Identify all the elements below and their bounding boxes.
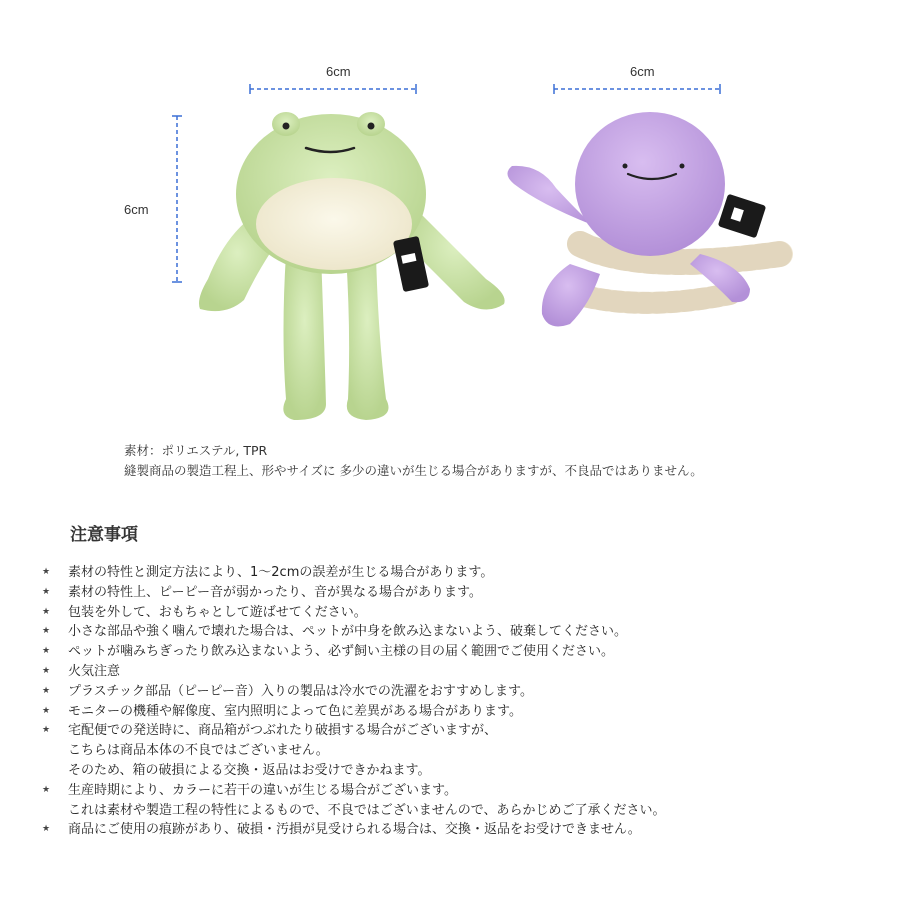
notice-list (42, 563, 902, 840)
frog-width-line (248, 82, 418, 96)
notice-text: これは素材や製造工程の特性によるもので、不良ではございませんので、あらかじめご了承ください。 (68, 802, 666, 818)
star-icon: ★ (42, 705, 51, 716)
notice-text: 宅配便での発送時に、商品箱がつぶれたり破損する場合がございますが、 (68, 723, 498, 739)
notice-text: こちらは商品本体の不良ではございません。 (68, 743, 329, 759)
notice-item (42, 563, 902, 583)
notice-text: ペットが噛みちぎったり飲み込まないよう、必ず飼い主様の目の届く範囲でご使用ください。 (68, 644, 615, 660)
material-info (124, 441, 703, 481)
frog-height-label: 6cm (124, 202, 149, 217)
star-icon: ★ (42, 606, 51, 617)
notice-item (42, 662, 902, 682)
notice-text: 生産時期により、カラーに若干の違いが生じる場合がございます。 (68, 782, 457, 798)
frog-plush-image (186, 104, 516, 434)
notice-item (42, 702, 902, 722)
star-icon: ★ (42, 824, 51, 835)
star-icon: ★ (42, 665, 51, 676)
star-icon: ★ (42, 626, 51, 637)
star-icon: ★ (42, 784, 51, 795)
star-icon: ★ (42, 725, 51, 736)
notice-text: 小さな部品や強く噛んで壊れた場合は、ペットが中身を飲み込まないよう、破棄してください。 (68, 624, 628, 640)
notice-title: 注意事項 (70, 525, 138, 545)
notice-text: 商品にご使用の痕跡があり、破損・汚損が見受けられる場合は、交換・返品をお受けできません。 (68, 822, 641, 838)
notice-item (42, 682, 902, 702)
star-icon: ★ (42, 646, 51, 657)
notice-text: モニターの機種や解像度、室内照明によって色に差異がある場合があります。 (68, 703, 522, 719)
octopus-plush-image (500, 104, 800, 339)
notice-item (42, 820, 902, 840)
notice-item (42, 642, 902, 662)
octopus-width-line (552, 82, 722, 96)
octopus-width-label: 6cm (630, 64, 655, 79)
manufacturing-note: 縫製商品の製造工程上、形やサイズに 多少の違いが生じる場合がありますが、不良品ではありません。 (124, 463, 703, 478)
notice-item (42, 721, 902, 780)
notice-text: 火気注意 (68, 663, 121, 679)
star-icon: ★ (42, 567, 51, 577)
frog-width-label: 6cm (326, 64, 351, 79)
notice-item (42, 622, 902, 642)
notice-text: そのため、箱の破損による交換・返品はお受けできかねます。 (68, 762, 431, 778)
notice-text: 素材の特性上、ピーピー音が弱かったり、音が異なる場合があります。 (68, 584, 482, 600)
notice-text: プラスチック部品（ピーピー音）入りの製品は冷水での洗濯をおすすめします。 (68, 683, 534, 699)
material-line: 素材：ポリエステル, TPR (124, 443, 268, 458)
star-icon: ★ (42, 685, 51, 696)
star-icon: ★ (42, 586, 51, 597)
notice-item (42, 583, 902, 603)
notice-item (42, 603, 902, 623)
notice-text: 素材の特性と測定方法により、1～2cmの誤差が生じる場合があります。 (68, 565, 494, 580)
frog-height-line (170, 114, 184, 284)
notice-text: 包装を外して、おもちゃとして遊ばせてください。 (68, 604, 367, 620)
notice-item (42, 781, 902, 821)
